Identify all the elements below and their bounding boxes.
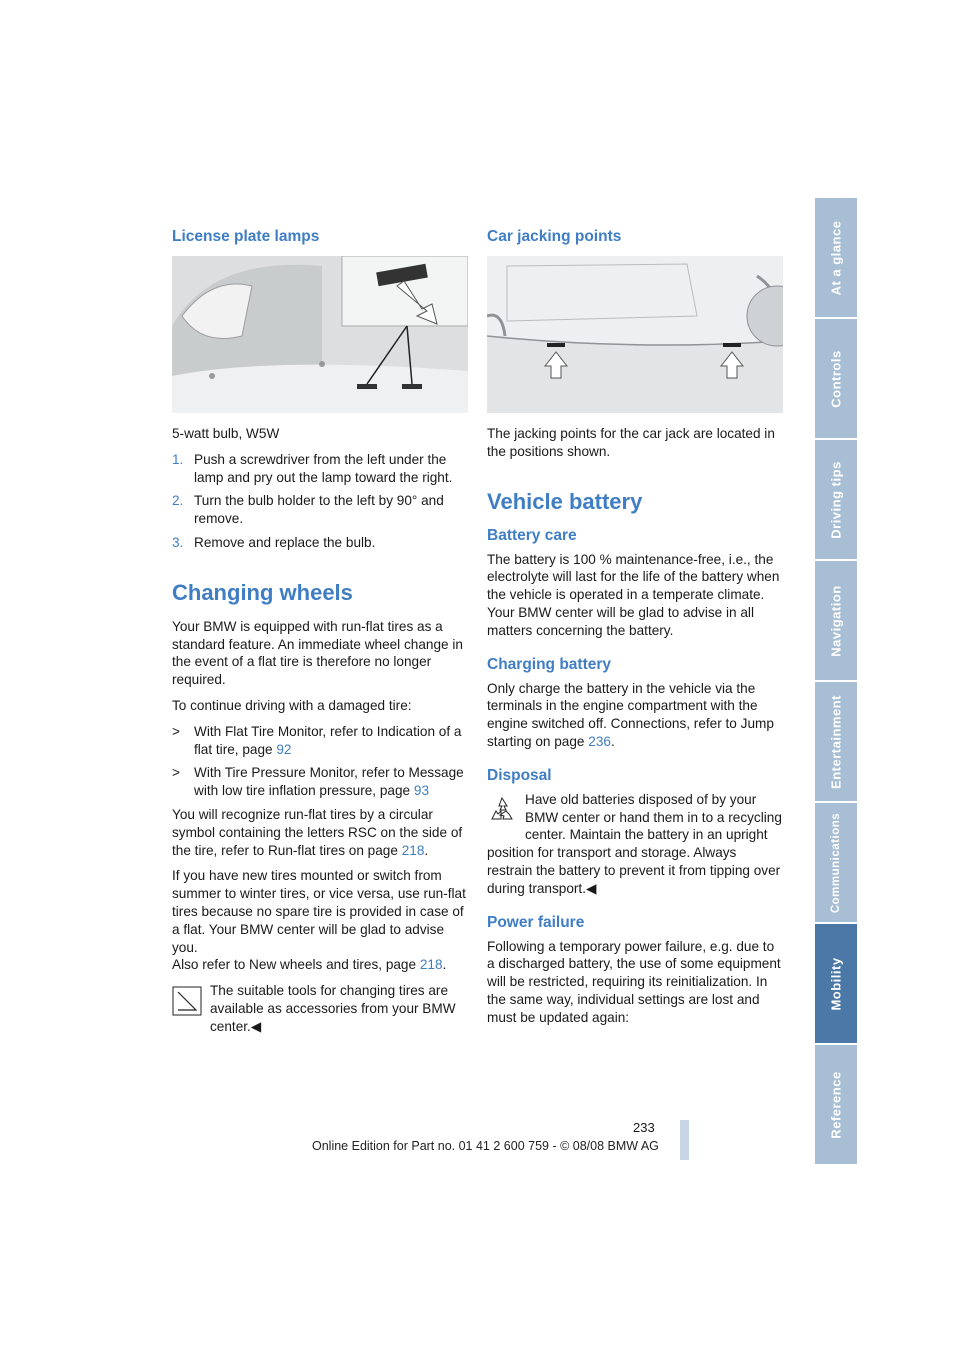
page-link-93[interactable]: 93	[413, 783, 430, 799]
jacking-points-figure	[487, 256, 783, 413]
right-column	[487, 228, 783, 1035]
vehicle-battery-heading: Vehicle battery	[487, 488, 643, 514]
bullet-mark: >	[172, 723, 180, 739]
step-2	[172, 492, 468, 528]
license-plate-heading: License plate lamps	[172, 228, 320, 245]
tab-reference[interactable]: Reference	[815, 1045, 857, 1164]
page-number: 233	[633, 1120, 655, 1135]
tab-controls[interactable]: Controls	[815, 319, 857, 438]
disposal-note	[487, 791, 783, 898]
jacking-points-illustration	[487, 256, 783, 413]
page-link-92[interactable]: 92	[276, 741, 292, 757]
charging-battery-heading: Charging battery	[487, 655, 612, 673]
bullet-tire-pressure-monitor	[172, 764, 468, 800]
recycle-icon	[487, 795, 517, 825]
bullet-text: With Flat Tire Monitor, refer to Indication of a flat tire, page 92	[194, 723, 462, 757]
disposal-heading: Disposal	[487, 766, 552, 784]
page-link-218[interactable]: 218	[401, 842, 425, 858]
jacking-points-heading: Car jacking points	[487, 228, 622, 245]
page-link-218b[interactable]: 218	[419, 957, 443, 973]
section-tabs	[815, 198, 857, 1166]
wheels-intro: Your BMW is equipped with run-flat tires as a standard feature. An immediate wheel change in the event of a flat tire is therefore no longer required.	[172, 618, 463, 688]
also-refer-text: Also refer to New wheels and tires, page 218.	[172, 957, 447, 973]
power-failure-heading: Power failure	[487, 913, 585, 931]
charging-text: Only charge the battery in the vehicle via the terminals in the engine compartment with the engine switched off. Connections, refer to Jump starting on page 236.	[487, 680, 774, 749]
step-number: 3.	[172, 534, 184, 550]
tab-at-a-glance[interactable]: At a glance	[815, 198, 857, 317]
tab-mobility[interactable]: Mobility	[815, 924, 857, 1043]
tab-navigation[interactable]: Navigation	[815, 561, 857, 680]
jacking-text: The jacking points for the car jack are located in the positions shown.	[487, 426, 775, 459]
bullet-flat-tire-monitor	[172, 723, 468, 759]
bullet-mark: >	[172, 765, 180, 781]
note-triangle-icon	[172, 986, 202, 1016]
tools-note-text: The suitable tools for changing tires are available as accessories from your BMW center.◀	[210, 983, 456, 1034]
power-failure-text: Following a temporary power failure, e.g. due to a discharged battery, the use of some equipment will be restricted, requiring its reinitialization. In the same way, individual settings are lost and must be updated again:	[487, 938, 781, 1025]
license-plate-illustration	[172, 256, 468, 413]
step-number: 2.	[172, 493, 184, 509]
rsc-text: You will recognize run-flat tires by a circular symbol containing the letters RSC on the side of the tire, refer to Run-flat tires on page 218.	[172, 806, 463, 858]
disposal-text: Have old batteries disposed of by your BMW center or hand them in to a recycling center. Maintain the battery in an upright position for transport and storage. Always restrain the battery to prevent it from tipping over during transport.◀	[487, 791, 782, 896]
footer-text: Online Edition for Part no. 01 41 2 600 759 - © 08/08 BMW AG	[312, 1139, 659, 1153]
license-plate-figure	[172, 256, 468, 413]
step-text: Remove and replace the bulb.	[194, 534, 376, 550]
bullet-text: With Tire Pressure Monitor, refer to Message with low tire inflation pressure, page 93	[194, 765, 464, 799]
tab-entertainment[interactable]: Entertainment	[815, 682, 857, 801]
new-tires-text: If you have new tires mounted or switch from summer to winter tires, or vice versa, use run-flat tires because no spare tire is provided in case of a flat. Your BMW center will be glad to advise you.	[172, 868, 466, 955]
tab-communications[interactable]: Communications	[815, 803, 857, 922]
battery-care-text: The battery is 100 % maintenance-free, i.e., the electrolyte will last for the life of the battery when the vehicle is operated in a temperate climate.	[487, 551, 780, 603]
battery-care-text-2: Your BMW center will be glad to advise in all matters concerning the battery.	[487, 604, 754, 638]
step-1	[172, 451, 468, 487]
step-text: Push a screwdriver from the left under the lamp and pry out the lamp toward the right.	[194, 451, 453, 485]
footer-bar	[680, 1120, 689, 1160]
tools-note	[172, 982, 468, 1035]
bulb-spec: 5-watt bulb, W5W	[172, 426, 280, 441]
battery-care-heading: Battery care	[487, 526, 577, 544]
left-column	[172, 228, 468, 1044]
step-number: 1.	[172, 451, 184, 467]
page-link-236[interactable]: 236	[588, 733, 611, 749]
step-3	[172, 534, 468, 552]
changing-wheels-heading: Changing wheels	[172, 579, 353, 605]
continue-driving-text: To continue driving with a damaged tire:	[172, 697, 412, 713]
tab-driving-tips[interactable]: Driving tips	[815, 440, 857, 559]
step-text: Turn the bulb holder to the left by 90° and remove.	[194, 493, 444, 527]
